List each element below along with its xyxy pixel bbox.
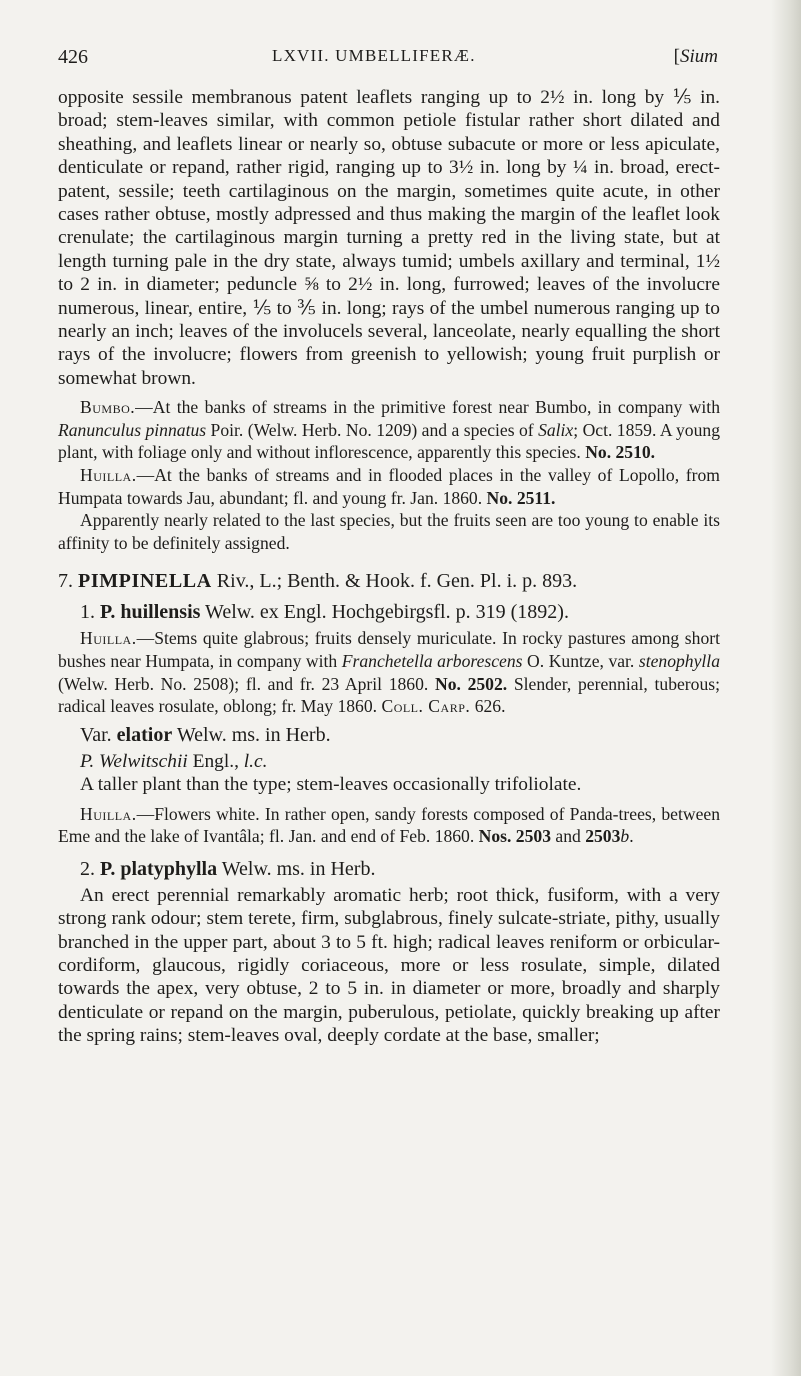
locality-text: Slender, perennial, tuberous; radical leaves rosulate, oblong; fr. May 1860. — [58, 673, 720, 717]
genus-authority: Riv., L.; Benth. & Hook. f. Gen. Pl. i. p. 893. — [211, 570, 578, 593]
locality-huilla-3 — [58, 803, 720, 848]
variety-label: Var. — [80, 723, 117, 746]
locality-text: —At the banks of streams and in flooded places in the valley of Lopollo, from Humpata towards Jau, abundant; fl. and young fr. Jan. 1860. — [58, 465, 720, 508]
species-name: P. huillensis — [100, 601, 201, 624]
genus-number: 7. — [58, 570, 73, 593]
species-name: P. platyphylla — [100, 857, 218, 880]
genus-tag-name: Sium — [680, 46, 718, 67]
locality-huilla-1 — [58, 464, 720, 509]
species-number: 1. — [80, 601, 95, 624]
variety-description: A taller plant than the type; stem-leaves occasionally trifoliolate. — [80, 774, 582, 796]
species-authority: Welw. ex Engl. Hochgebirgsfl. p. 319 (1892). — [200, 601, 569, 624]
section-title: LXVII. UMBELLIFERÆ. — [272, 46, 476, 65]
herbarium-number-suffix: b — [620, 826, 630, 847]
locality-name: Huilla. — [80, 628, 137, 649]
species-heading — [58, 854, 720, 884]
locality-name: Bumbo. — [80, 397, 136, 418]
herbarium-number: No. 2510. — [585, 442, 656, 463]
species-number: 2. — [80, 857, 95, 880]
locality-huilla-2 — [58, 627, 720, 717]
variety-name: elatior — [116, 723, 173, 746]
description-paragraph: An erect perennial remarkably aromatic herb; root thick, fusiform, with a very strong rank odour; stem terete, firm, subglabrous, finely sulcate-striate, pithy, usually branched in the upper part, about 3 to 5 ft. high; radical leaves reniform or orbicular-cordiform, glaucous, rigidly coriaceous, more or less rosulate, simple, dilated towards the apex, very obtuse, 2 to 5 in. in diameter or more, broadly and sharply denticulate or repand on the margin, puberulous, petiolate, quickly breaking up after the spring rains; stem-leaves oval, deeply cordate at the base, smaller; — [58, 884, 720, 1047]
herbarium-number: No. 2511. — [486, 487, 556, 508]
species-heading — [58, 597, 720, 627]
locality-text: (Welw. Herb. No. 2508); fl. and fr. 23 April 1860. — [58, 673, 435, 694]
herbarium-number: 2503 — [585, 826, 621, 847]
synonym-name: P. Welwitschii — [80, 750, 188, 772]
variety-authority: Welw. ms. in Herb. — [172, 723, 331, 746]
locality-text: —Stems quite glabrous; fruits densely muriculate. In rocky pastures among short bushes near Humpata, in company with — [58, 628, 720, 672]
species-authority: Welw. ms. in Herb. — [217, 857, 376, 880]
species-ref: stenophylla — [638, 651, 720, 672]
note-paragraph: Apparently nearly related to the last species, but the fruits seen are too young to enable its affinity to be definitely assigned. — [58, 510, 720, 553]
genus-tag — [674, 46, 718, 68]
synonym-ref: l.c. — [243, 750, 268, 772]
body-text — [58, 86, 720, 1048]
herbarium-number: No. 2502. — [435, 673, 508, 694]
synonym-authority: Engl., — [187, 750, 244, 772]
species-ref: Franchetella arborescens — [341, 651, 523, 672]
species-ref: Salix — [538, 419, 574, 440]
genus-tag-bracket: [ — [673, 46, 680, 67]
locality-text: O. Kuntze, var. — [522, 651, 639, 672]
page-edge-shadow — [771, 0, 801, 1376]
locality-text: —Flowers white. In rather open, sandy forests composed of Panda-trees, between Eme and the lake of Ivantâla; fl. Jan. and end of Feb. 1860. — [58, 803, 720, 847]
locality-bumbo — [58, 396, 720, 464]
herbarium-number: Nos. 2503 — [478, 826, 551, 847]
locality-name: Huilla. — [80, 803, 137, 824]
locality-name: Huilla. — [80, 465, 137, 486]
locality-text: and — [551, 826, 586, 847]
locality-text: Poir. (Welw. Herb. No. 1209) and a species of — [206, 419, 539, 440]
locality-text: 626. — [470, 696, 506, 717]
locality-text: . — [629, 826, 634, 847]
page-number: 426 — [58, 46, 88, 68]
genus-name: PIMPINELLA — [78, 570, 212, 593]
running-head — [58, 46, 718, 74]
locality-text: —At the banks of streams in the primitive forest near Bumbo, in company with — [135, 397, 720, 418]
collection-ref: Coll. Carp. — [381, 696, 471, 717]
genus-heading — [58, 567, 720, 595]
variety-heading — [58, 720, 720, 750]
description-paragraph: opposite sessile membranous patent leaflets ranging up to 2½ in. long by ⅕ in. broad; stem-leaves similar, with common petiole fistular rather short dilated and sheathing, and leaflets linear or nearly so, obtuse subacute or more or less apiculate, denticulate or repand, rather rigid, ranging up to 3½ in. long by ¼ in. broad, erect-patent, sessile; teeth cartilaginous on the margin, sometimes quite acute, in other cases rather obtuse, mostly adpressed and thus making the margin of the leaflet look crenulate; the cartilaginous margin turning a pretty red in the living state, but at length turning pale in the dry state, always tumid; umbels axillary and terminal, 1½ to 2 in. in diameter; peduncle ⅝ to 2½ in. long, furrowed; leaves of the involucre numerous, linear, entire, ⅕ to ⅗ in. long; rays of the umbel numerous ranging up to nearly an inch; leaves of the involucels several, lanceolate, nearly equalling the short rays of the involucre; flowers from greenish to yellowish; young fruit purplish or somewhat brown. — [58, 87, 720, 389]
synonym-line — [58, 750, 720, 773]
locality-text: ; Oct. 1859. A young plant, with foliage only and without inflorescence, apparently this species. — [58, 419, 720, 463]
species-ref: Ranunculus pinnatus — [58, 419, 207, 440]
